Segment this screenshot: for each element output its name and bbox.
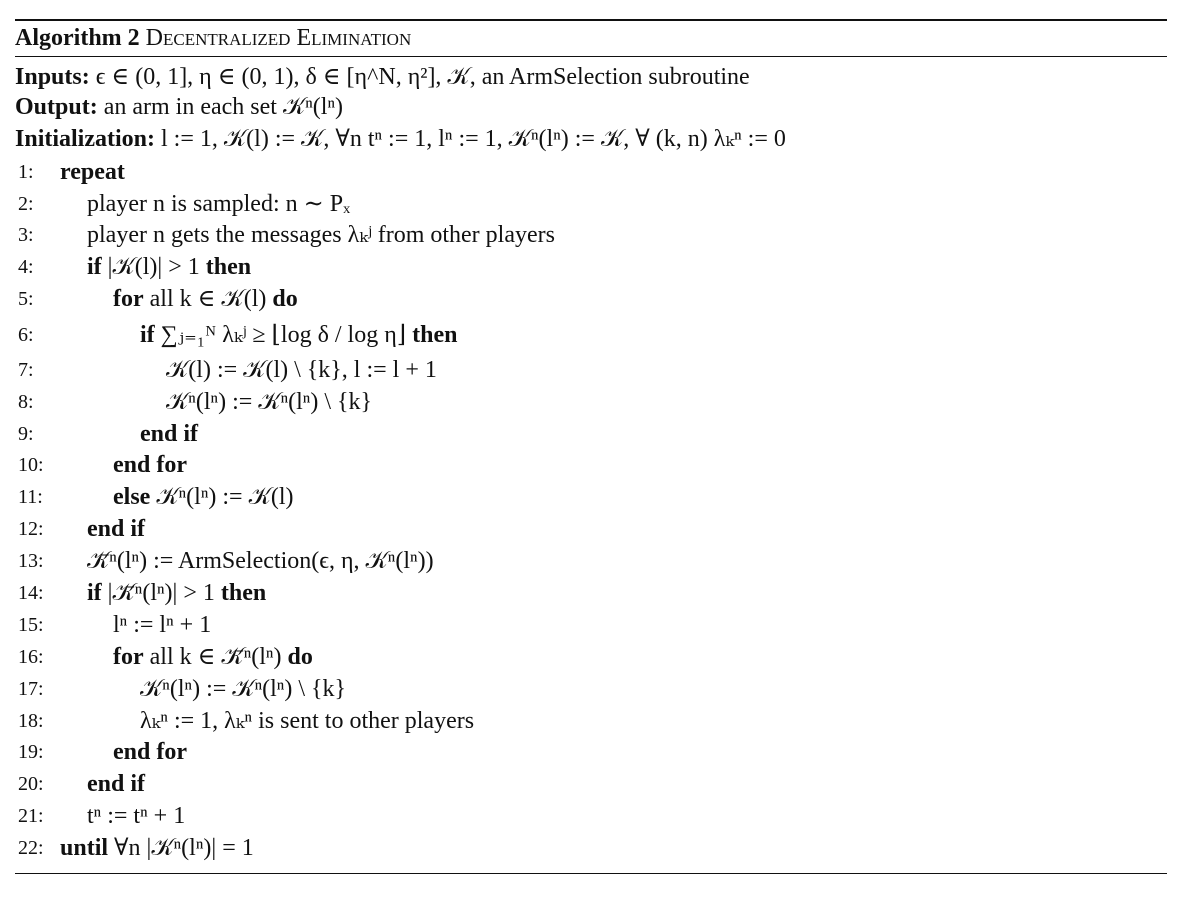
output-text: an arm in each set 𝒦ⁿ(lⁿ) [103, 94, 344, 120]
line-number: 1: [18, 161, 34, 183]
line-number: 9: [18, 423, 34, 445]
algorithm-title [15, 24, 411, 52]
line-number: 20: [18, 773, 44, 795]
initialization-text: l := 1, 𝒦(l) := 𝒦, ∀n tⁿ := 1, lⁿ := 1, 𝒦ⁿ(lⁿ) := 𝒦, ∀ (k, n) λₖⁿ := 0 [161, 126, 786, 152]
line-number: 14: [18, 582, 44, 604]
line-keyword: else [113, 484, 151, 510]
line-text: player n gets the messages λₖʲ from other players [87, 222, 555, 248]
line-number: 18: [18, 710, 44, 732]
line-number: 22: [18, 837, 44, 859]
initialization-label: Initialization: [15, 126, 156, 152]
line-number: 8: [18, 391, 34, 413]
bottom-rule [15, 873, 1167, 874]
line-number: 16: [18, 646, 44, 668]
algorithm-label: Algorithm 2 [15, 25, 140, 51]
title-rule [15, 56, 1167, 57]
line-number: 11: [18, 486, 43, 508]
line-keyword: end if [87, 516, 146, 542]
line-number: 19: [18, 741, 44, 763]
line-keyword: end if [87, 771, 146, 797]
inputs-text: ϵ ∈ (0, 1], η ∈ (0, 1), δ ∈ [η^N, η²], 𝒦, an ArmSelection subroutine [95, 64, 750, 90]
line-keyword-end: do [272, 286, 298, 312]
line-number: 7: [18, 359, 34, 381]
inputs-line [15, 62, 750, 92]
inputs-label: Inputs: [15, 64, 90, 90]
line-number: 5: [18, 288, 34, 310]
line-keyword: end for [113, 739, 187, 765]
line-text: lⁿ := lⁿ + 1 [113, 612, 212, 638]
line-keyword: end if [140, 421, 199, 447]
line-number: 17: [18, 678, 44, 700]
line-number: 10: [18, 454, 44, 476]
line-number: 3: [18, 224, 34, 246]
line-keyword: if [140, 322, 155, 348]
line-text: 𝒦ⁿ(lⁿ) := 𝒦(l) [156, 484, 294, 510]
line-number: 4: [18, 256, 34, 278]
line-text: ∀n |𝒦ⁿ(lⁿ)| = 1 [114, 835, 254, 861]
output-line [15, 92, 343, 122]
line-text: 𝒦ⁿ(lⁿ) := 𝒦ⁿ(lⁿ) \ {k} [166, 389, 373, 415]
line-keyword: repeat [60, 159, 125, 185]
line-number: 21: [18, 805, 44, 827]
line-keyword: end for [113, 452, 187, 478]
line-keyword: until [60, 835, 109, 861]
algorithm-name: Decentralized Elimination [145, 25, 412, 51]
line-text: ∑ⱼ₌₁ᴺ λₖʲ ≥ ⌊log δ / log η⌋ [160, 322, 407, 348]
line-text: all k ∈ 𝒦(l) [149, 286, 267, 312]
line-keyword: if [87, 254, 102, 280]
line-text: |𝒦(l)| > 1 [107, 254, 200, 280]
top-rule [15, 19, 1167, 21]
line-text: λₖⁿ := 1, λₖⁿ is sent to other players [140, 708, 475, 734]
line-keyword: for [113, 286, 144, 312]
line-keyword: for [113, 644, 144, 670]
line-number: 2: [18, 193, 34, 215]
line-keyword-end: then [220, 580, 267, 606]
line-number: 13: [18, 550, 44, 572]
line-text: 𝒦(l) := 𝒦(l) \ {k}, l := l + 1 [166, 357, 437, 383]
line-keyword-end: then [412, 322, 458, 348]
line-text: 𝒦̄ⁿ(lⁿ) := ArmSelection(ϵ, η, 𝒦ⁿ(lⁿ)) [87, 548, 434, 574]
line-number: 6: [18, 324, 34, 346]
line-text: all k ∈ 𝒦̄ⁿ(lⁿ) [149, 644, 282, 670]
line-text: player n is sampled: n ∼ Pₓ [87, 191, 351, 217]
initialization-line [15, 124, 786, 154]
line-number: 15: [18, 614, 44, 636]
line-number: 12: [18, 518, 44, 540]
line-keyword-end: do [287, 644, 313, 670]
line-keyword: if [87, 580, 102, 606]
line-keyword-end: then [205, 254, 252, 280]
line-text: |𝒦̄ⁿ(lⁿ)| > 1 [107, 580, 215, 606]
line-text: 𝒦ⁿ(lⁿ) := 𝒦ⁿ(lⁿ) \ {k} [140, 676, 347, 702]
output-label: Output: [15, 94, 98, 120]
line-text: tⁿ := tⁿ + 1 [87, 803, 186, 829]
